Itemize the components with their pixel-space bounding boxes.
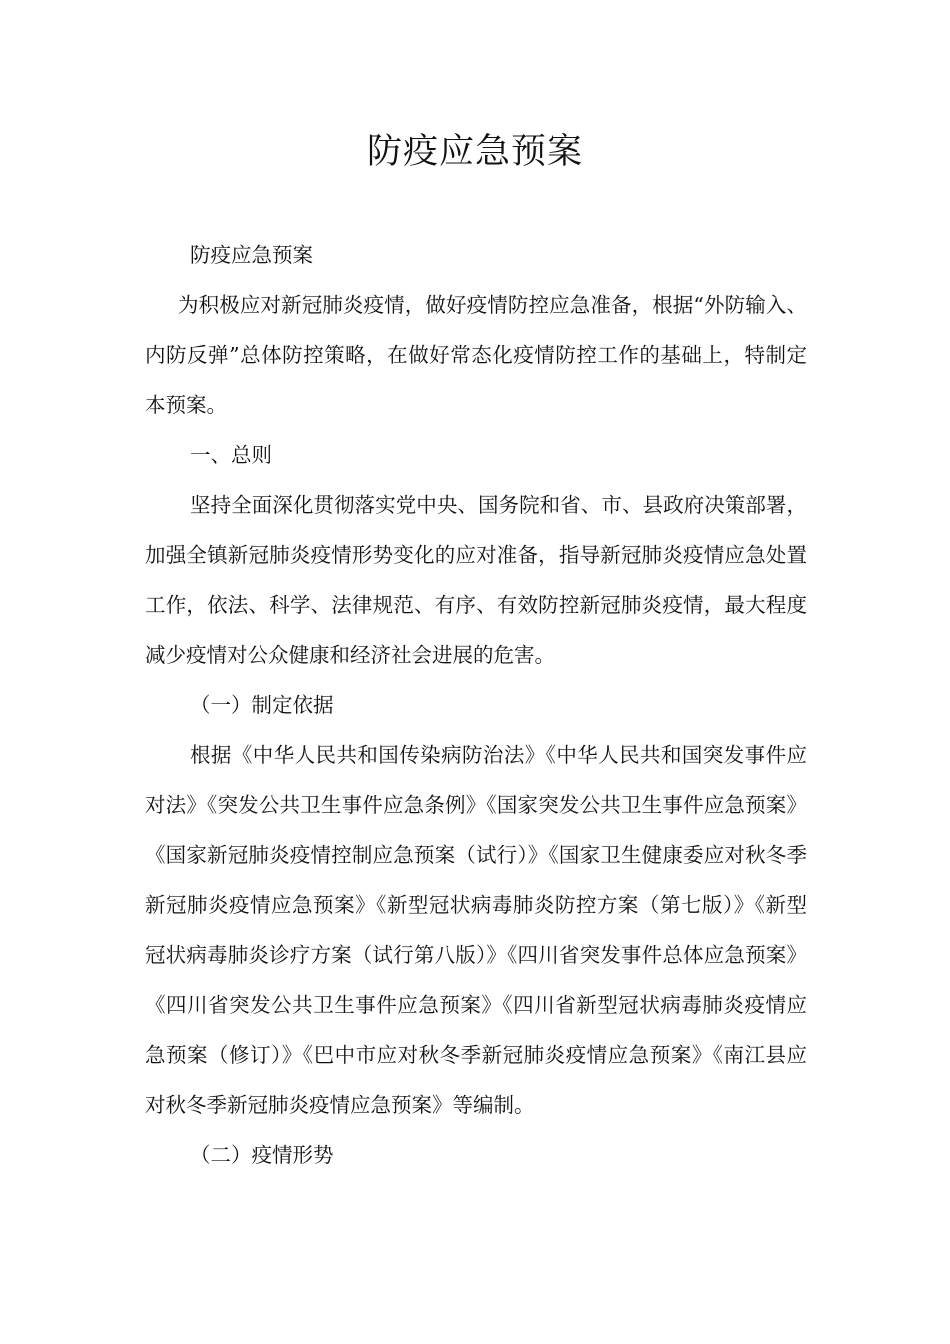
- intro-paragraph: 为积极应对新冠肺炎疫情，做好疫情防控应急准备，根据“外防输入、内防反弹”总体防控策略，在做好常态化疫情防控工作的基础上，特制定本预案。: [145, 293, 807, 417]
- basis-paragraph: 根据《中华人民共和国传染病防治法》《中华人民共和国突发事件应对法》《突发公共卫生事件应急条例》《国家突发公共卫生事件应急预案》《国家新冠肺炎疫情控制应急预案（试行）》《国家卫生健康委应对秋冬季新冠肺炎疫情应急预案》《新型冠状病毒肺炎防控方案（第七版）》《新型冠状病毒肺炎诊疗方案（试行第八版）》《四川省突发事件总体应急预案》《四川省突发公共卫生事件应急预案》《四川省新型冠状病毒肺炎疫情应急预案（修订）》《巴中市应对秋冬季新冠肺炎疫情应急预案》《南江县应对秋冬季新冠肺炎疫情应急预案》等编制。: [145, 743, 807, 1117]
- document-title: 防疫应急预案: [366, 132, 583, 172]
- document-body: [145, 230, 807, 1180]
- subtitle-paragraph: 防疫应急预案: [190, 243, 313, 267]
- subsection-heading-basis: （一）制定依据: [190, 693, 334, 717]
- section-heading-general: 一、总则: [190, 443, 272, 467]
- subsection-heading-situation: （二）疫情形势: [190, 1143, 334, 1167]
- general-principles-paragraph: 坚持全面深化贯彻落实党中央、国务院和省、市、县政府决策部署，加强全镇新冠肺炎疫情形势变化的应对准备，指导新冠肺炎疫情应急处置工作，依法、科学、法律规范、有序、有效防控新冠肺炎疫情，最大程度减少疫情对公众健康和经济社会进展的危害。: [145, 493, 807, 667]
